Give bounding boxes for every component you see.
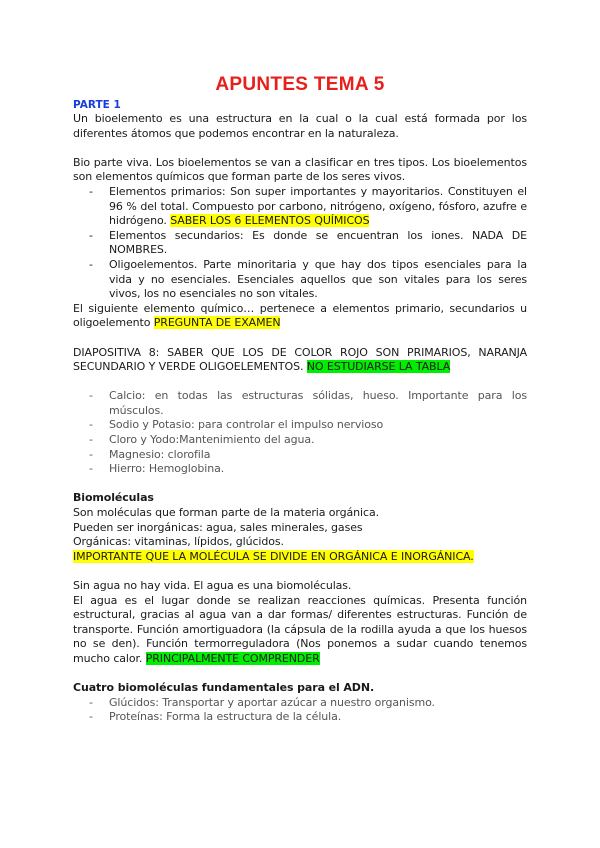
biomolecules-highlight-line — [73, 550, 527, 565]
slide-paragraph — [73, 346, 527, 375]
water-paragraph — [73, 594, 527, 667]
dash-bullet: - — [89, 228, 93, 242]
bio-paragraph: Bio parte viva. Los bioelementos se van a clasificar en tres tipos. Los bioelementos son elementos químicos que forman parte de los seres vivos. — [73, 155, 527, 184]
list-item-oligo — [73, 258, 527, 302]
list-item-text: Glúcidos: Transportar y aportar azúcar a nuestro organismo. — [109, 695, 435, 709]
biomolecules-line: Pueden ser inorgánicas: agua, sales minerales, gases — [73, 520, 363, 534]
list-item-text: Sodio y Potasio: para controlar el impulso nervioso — [109, 418, 384, 432]
list-item-text: Elementos secundarios: Es donde se encuentran los iones. NADA DE NOMBRES. — [109, 228, 527, 257]
spacer — [73, 667, 527, 682]
spacer — [73, 375, 527, 390]
list-item-text: Calcio: en todas las estructuras sólidas, hueso. Importante para los músculos. — [109, 389, 527, 417]
dash-bullet: - — [89, 389, 93, 403]
list-item-text: Cloro y Yodo:Mantenimiento del agua. — [109, 433, 315, 447]
list-item — [73, 433, 527, 448]
list-item-text: Hierro: Hemoglobina. — [109, 462, 225, 476]
document-title: APUNTES TEMA 5 — [215, 74, 385, 95]
dash-bullet: - — [89, 433, 93, 447]
slide-text: DIAPOSITIVA 8: SABER QUE LOS DE COLOR ROJO SON PRIMARIOS, NARANJA SECUNDARIO Y VERDE OLIGOELEMENTOS. — [73, 345, 527, 374]
bioelement-types-list — [73, 185, 527, 302]
list-item — [73, 448, 527, 463]
list-item-text: Magnesio: clorofila — [109, 447, 211, 461]
list-item — [73, 710, 527, 725]
list-item — [73, 418, 527, 433]
biomolecules-heading: Biomoléculas — [73, 491, 154, 505]
adn-list — [73, 696, 527, 725]
no-table-highlight: NO ESTUDIARSE LA TABLA — [306, 360, 451, 374]
dash-bullet: - — [89, 257, 93, 271]
spacer — [73, 564, 527, 579]
question-paragraph — [73, 302, 527, 331]
list-item — [73, 389, 527, 418]
list-item — [73, 462, 527, 477]
intro-paragraph: Un bioelemento es una estructura en la cual o la cual está formada por los diferentes átomos que podemos encontrar en la naturaleza. — [73, 112, 527, 140]
spacer — [73, 141, 527, 156]
dash-bullet: - — [89, 710, 93, 724]
dash-bullet: - — [89, 418, 93, 432]
biomolecules-line: Orgánicas: vitaminas, lípidos, glúcidos. — [73, 535, 284, 549]
list-item-text: Oligoelementos. Parte minoritaria y que hay dos tipos esenciales para la vida y no esenciales. Esenciales aquellos que son vitales para los seres vivos, los no esenciales no son vitales. — [109, 257, 527, 301]
water-text: El agua es el lugar donde se realizan reacciones químicas. Presenta función estructural, gracias al agua van a dar formas/ diferentes estructuras. Función de transporte. Función amortiguadora (la cápsula de la rodilla ayuda a que los huesos no se den). Función termorreguladora (Nos ponemos a sudar cuando tenemos mucho calor. — [73, 593, 527, 665]
list-item-text: Proteínas: Forma la estructura de la célula. — [109, 710, 342, 724]
list-item-text: Elementos primarios: Son super importantes y mayoritarios. Constituyen el 96 % del total. Compuesto por carbono, nitrógeno, oxígeno, fósforo, azufre e hidrógeno. — [109, 184, 527, 228]
biomolecules-line: Son moléculas que forman parte de la materia orgánica. — [73, 506, 379, 520]
organic-inorganic-highlight: IMPORTANTE QUE LA MOLÉCULA SE DIVIDE EN ORGÁNICA E INORGÁNICA. — [73, 549, 474, 563]
question-text: El siguiente elemento químico… pertenece a elementos primario, secundarios u oligoelemento — [73, 301, 527, 330]
exam-question-highlight: PREGUNTA DE EXAMEN — [153, 316, 281, 330]
adn-heading: Cuatro biomoléculas fundamentales para el ADN. — [73, 681, 375, 695]
elements-list — [73, 389, 527, 477]
list-item-secondary — [73, 229, 527, 258]
dash-bullet: - — [89, 462, 93, 476]
water-line: Sin agua no hay vida. El agua es una biomoléculas. — [73, 579, 352, 592]
highlight-note: SABER LOS 6 ELEMENTOS QUÍMICOS — [170, 214, 370, 228]
dash-bullet: - — [89, 184, 93, 198]
understand-highlight: PRINCIPALMENTE COMPRENDER — [145, 651, 320, 665]
dash-bullet: - — [89, 695, 93, 709]
dash-bullet: - — [89, 447, 93, 461]
list-item-primary — [73, 185, 527, 229]
spacer — [73, 477, 527, 492]
part-heading: PARTE 1 — [73, 99, 121, 111]
spacer — [73, 331, 527, 346]
list-item — [73, 696, 527, 711]
